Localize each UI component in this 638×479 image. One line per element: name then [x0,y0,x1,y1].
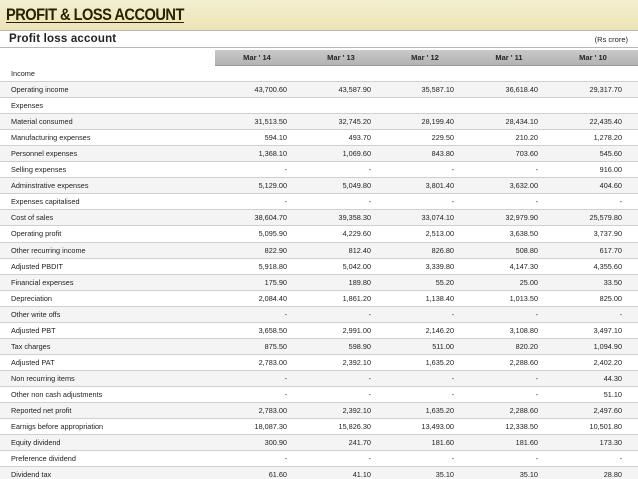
table-row [0,243,638,259]
table-row [0,98,638,114]
cell-value: 1,635.20 [425,405,454,415]
cell-value: 181.60 [515,438,538,448]
cell-value: 35.10 [519,470,538,479]
cell-value: 1,094.90 [593,341,622,351]
cell-value: 2,084.40 [258,293,287,303]
cell-value: - [368,454,371,464]
row-label: Adjusted PBDIT [11,261,63,271]
cell-value: 843.80 [431,149,454,159]
cell-value: 55.20 [435,277,454,287]
cell-value: - [284,197,287,207]
cell-value: 2,146.20 [425,325,454,335]
cell-value: - [451,373,454,383]
cell-value: 28,199.40 [421,117,454,127]
cell-value: 3,108.80 [509,325,538,335]
cell-value: 10,501.80 [589,422,622,432]
cell-value: - [535,165,538,175]
table-row [0,291,638,307]
cell-value: 210.20 [515,133,538,143]
table-row [0,403,638,419]
row-label: Adjusted PAT [11,357,55,367]
cell-value: - [284,389,287,399]
cell-value: 2,288.60 [509,405,538,415]
row-label: Non recurring items [11,373,75,383]
cell-value: 61.60 [268,470,287,479]
row-label: Preference dividend [11,454,76,464]
row-label: Adminstrative expenses [11,181,89,191]
cell-value: 5,918.80 [258,261,287,271]
slide-title-bar [0,0,638,30]
cell-value: - [451,454,454,464]
table-row [0,307,638,323]
cell-value: 2,513.00 [425,229,454,239]
cell-value: 15,826.30 [338,422,371,432]
column-header: Mar ' 13 [327,53,355,62]
cell-value: 1,013.50 [509,293,538,303]
cell-value: 3,801.40 [425,181,454,191]
cell-value: 5,049.80 [342,181,371,191]
cell-value: 3,737.90 [593,229,622,239]
table-row [0,146,638,162]
cell-value: 175.90 [264,277,287,287]
cell-value: 35.10 [435,470,454,479]
cell-value: 43,587.90 [338,85,371,95]
table-row [0,323,638,339]
row-label: Tax charges [11,341,51,351]
row-label: Other recurring income [11,245,86,255]
row-label: Income [11,69,35,78]
cell-value: 39,358.30 [338,213,371,223]
cell-value: 173.30 [599,438,622,448]
cell-value: - [284,454,287,464]
cell-value: 181.60 [431,438,454,448]
cell-value: 825.00 [599,293,622,303]
row-label: Financial expenses [11,277,74,287]
table-row [0,467,638,479]
cell-value: 43,700.60 [254,85,287,95]
cell-value: 29,317.70 [589,85,622,95]
cell-value: 35,587.10 [421,85,454,95]
table-row [0,210,638,226]
table-row [0,194,638,210]
table-row [0,82,638,98]
row-label: Expenses capitalised [11,197,80,207]
row-label: Dividend tax [11,470,52,479]
cell-value: - [535,454,538,464]
cell-value: 2,402.20 [593,357,622,367]
table-row [0,451,638,467]
cell-value: 36,618.40 [505,85,538,95]
cell-value: 820.20 [515,341,538,351]
cell-value: 32,745.20 [338,117,371,127]
cell-value: 22,435.40 [589,117,622,127]
cell-value: 229.50 [431,133,454,143]
cell-value: 5,095.90 [258,229,287,239]
cell-value: 25,579.80 [589,213,622,223]
cell-value: 3,632.00 [509,181,538,191]
cell-value: 617.70 [599,245,622,255]
cell-value: 28,434.10 [505,117,538,127]
cell-value: 4,229.60 [342,229,371,239]
cell-value: - [535,389,538,399]
cell-value: 2,497.60 [593,405,622,415]
table-row [0,275,638,291]
cell-value: 4,147.30 [509,261,538,271]
cell-value: - [451,389,454,399]
column-header: Mar ' 14 [243,53,271,62]
cell-value: 812.40 [348,245,371,255]
table-row [0,355,638,371]
cell-value: 51.10 [603,389,622,399]
cell-value: - [284,165,287,175]
cell-value: 1,861.20 [342,293,371,303]
table-title: Profit loss account [9,33,117,45]
cell-value: - [451,197,454,207]
cell-value: 3,638.50 [509,229,538,239]
row-label: Depreciation [11,293,52,303]
cell-value: 41.10 [352,470,371,479]
row-label: Adjusted PBT [11,325,56,335]
cell-value: 32,979.90 [505,213,538,223]
column-header: Mar ' 12 [411,53,439,62]
table-row [0,66,638,82]
cell-value: 826.80 [431,245,454,255]
cell-value: 511.00 [432,341,454,351]
cell-value: 28.80 [603,470,622,479]
cell-value: 822.90 [264,245,287,255]
table-row [0,226,638,242]
cell-value: 1,368.10 [258,149,287,159]
cell-value: 1,138.40 [425,293,454,303]
row-label: Equity dividend [11,438,61,448]
cell-value: 2,783.00 [258,405,287,415]
cell-value: - [535,373,538,383]
cell-value: 12,338.50 [505,422,538,432]
cell-value: 703.60 [515,149,538,159]
table-header [0,30,638,48]
cell-value: - [535,197,538,207]
cell-value: - [451,165,454,175]
table-row [0,259,638,275]
row-label: Other non cash adjustments [11,389,103,399]
row-label: Manufacturing expenses [11,133,91,143]
table-row [0,419,638,435]
row-label: Reported net profit [11,405,72,415]
table-row [0,178,638,194]
cell-value: 25.00 [519,277,538,287]
cell-value: 2,991.00 [342,325,371,335]
cell-value: 5,129.00 [258,181,287,191]
row-label: Personnel expenses [11,149,78,159]
cell-value: 189.80 [348,277,371,287]
cell-value: 493.70 [348,133,371,143]
cell-value: - [451,309,454,319]
cell-value: - [368,389,371,399]
cell-value: - [619,454,622,464]
unit-label: (Rs crore) [594,35,628,44]
table-row [0,339,638,355]
cell-value: 2,783.00 [258,357,287,367]
cell-value: 38,604.70 [254,213,287,223]
cell-value: - [368,197,371,207]
cell-value: 598.90 [348,341,371,351]
cell-value: - [368,165,371,175]
cell-value: - [368,373,371,383]
cell-value: - [368,309,371,319]
table-row [0,435,638,451]
cell-value: 44.30 [603,373,622,383]
cell-value: 33.50 [603,277,622,287]
table-row [0,130,638,146]
column-header: Mar ' 10 [579,53,607,62]
table-row [0,114,638,130]
cell-value: 404.60 [599,181,622,191]
table-row [0,371,638,387]
row-label: Selling expenses [11,165,67,175]
cell-value: 31,513.50 [254,117,287,127]
cell-value: 300.90 [264,438,287,448]
cell-value: - [284,373,287,383]
row-label: Operating profit [11,229,62,239]
cell-value: 5,042.00 [342,261,371,271]
cell-value: 508.80 [515,245,538,255]
row-label: Earnigs before appropriation [11,422,104,432]
cell-value: 33,074.10 [421,213,454,223]
cell-value: 545.60 [599,149,622,159]
cell-value: 1,278.20 [593,133,622,143]
cell-value: 594.10 [264,133,287,143]
column-header: Mar ' 11 [495,53,523,62]
cell-value: 13,493.00 [421,422,454,432]
cell-value: 4,355.60 [593,261,622,271]
row-label: Material consumed [11,117,73,127]
cell-value: - [619,197,622,207]
cell-value: 875.50 [264,341,287,351]
row-label: Expenses [11,101,44,111]
cell-value: 3,497.10 [593,325,622,335]
column-header-row [215,50,638,66]
table-row [0,162,638,178]
cell-value: 916.00 [599,165,622,175]
cell-value: 3,339.80 [425,261,454,271]
cell-value: 2,392.10 [342,357,371,367]
row-label: Operating income [11,85,69,95]
cell-value: 18,087.30 [254,422,287,432]
cell-value: 3,658.50 [258,325,287,335]
table-body [0,66,638,479]
cell-value: 1,069.60 [342,149,371,159]
row-label: Other write offs [11,309,61,319]
row-label: Cost of sales [11,213,54,223]
cell-value: - [535,309,538,319]
cell-value: 2,392.10 [342,405,371,415]
table-row [0,387,638,403]
cell-value: - [619,309,622,319]
cell-value: 2,288.60 [509,357,538,367]
slide-title: PROFIT & LOSS ACCOUNT [6,5,184,24]
cell-value: 241.70 [348,438,371,448]
cell-value: - [284,309,287,319]
cell-value: 1,635.20 [425,357,454,367]
